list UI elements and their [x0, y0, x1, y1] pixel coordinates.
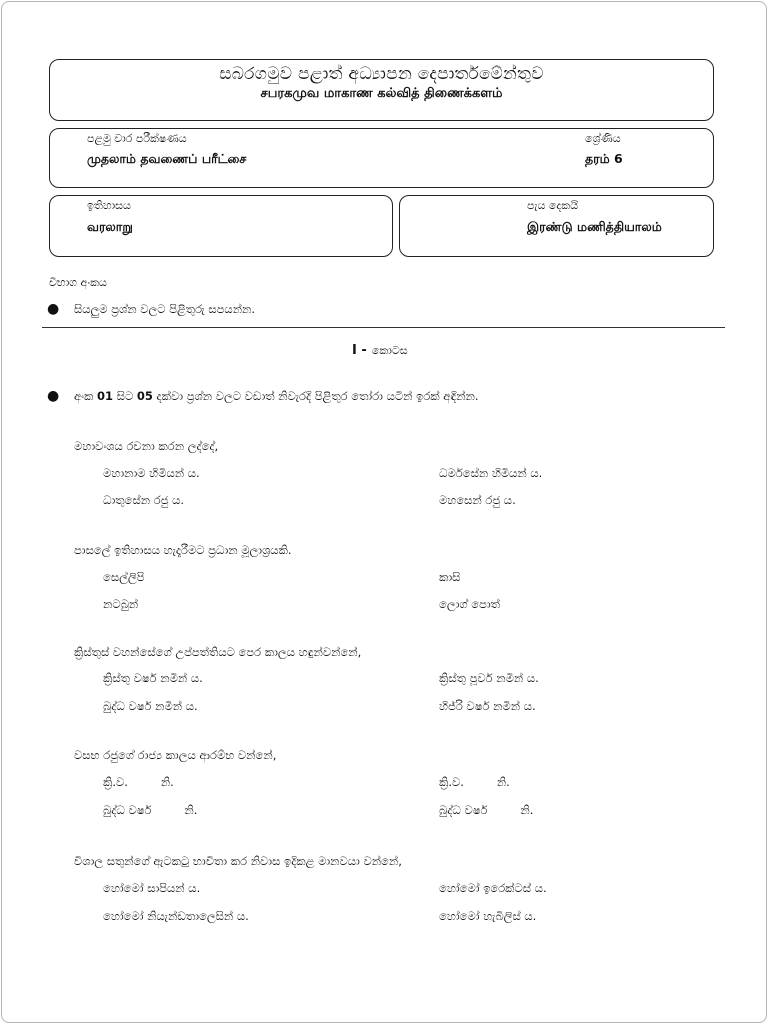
exam-page: [1, 1, 767, 1023]
bullet-icon: ●: [47, 301, 60, 317]
section-divider: [42, 327, 725, 328]
question-4-option-3[interactable]: බුද්ධ වර්ෂ නි.: [103, 803, 198, 817]
question-4-option-4[interactable]: බුද්ධ වර්ෂ නි.: [439, 803, 534, 817]
duration-label-sinhala: පැය දෙකයි: [527, 199, 579, 212]
instruction-suffix: දක්වා ප්‍රශ්න වලට වඩාත් නිවැරදි පිළිතුර තෝරා යටින් ඉරක් අඳින්න.: [156, 389, 479, 403]
question-2-option-1[interactable]: සෙල්ලිපි: [103, 570, 145, 584]
part-label: කොටස: [371, 344, 408, 357]
subject-box: [49, 195, 393, 257]
instruction-to: 05: [136, 389, 153, 403]
duration-box: [399, 195, 714, 257]
question-5-option-2[interactable]: හෝමෝ ඉරෙක්ටස් ය.: [439, 881, 547, 895]
instruction-all-questions: සියලුම ප්‍රශ්න වලට පිළිතුරු සපයන්න.: [74, 302, 256, 316]
question-3-option-4[interactable]: හිජ්රි වර්ෂ නමින් ය.: [439, 699, 536, 713]
exam-label-tamil: முதலாம் தவணைப் பரீட்சை: [87, 151, 247, 166]
question-5-option-4[interactable]: හෝමෝ හැබිලිස් ය.: [439, 909, 537, 923]
department-title-sinhala: සබරගමුව පළාත් අධ්‍යාපන දෙපාර්තමේන්තුව: [219, 64, 544, 84]
part-roman: I -: [352, 343, 367, 358]
bullet-icon: ●: [47, 388, 60, 404]
question-5-option-1[interactable]: හෝමෝ සාපියන් ය.: [103, 881, 201, 895]
question-4-text: වසභ රජුගේ රාජ්‍ය කාලය ආරම්භ වන්නේ,: [74, 748, 277, 762]
question-2-text: පාසලේ ඉතිහාසය හැදෑරීමට ප්‍රධාන මූලාශ්‍රයකි.: [74, 543, 292, 557]
instruction-from: 01: [97, 389, 114, 403]
exam-label-sinhala: පළමු වාර පරීක්ෂණය: [87, 132, 187, 145]
instruction-mcq: [74, 389, 479, 404]
department-title-tamil: சபரகமுவ மாகாண கல்வித் திணைக்களம்: [260, 86, 503, 101]
instruction-prefix: අංක: [74, 389, 94, 403]
question-3-option-3[interactable]: බුද්ධ වර්ෂ නමින් ය.: [103, 699, 198, 713]
question-2-option-3[interactable]: නටබුන්: [103, 597, 139, 611]
question-5-option-3[interactable]: හෝමෝ නියැන්ඩතාලෙසින් ය.: [103, 909, 249, 923]
index-number-label: විභාග අංකය: [49, 276, 107, 289]
part-heading: [352, 339, 408, 358]
header-box: [49, 59, 714, 121]
question-3-option-1[interactable]: ක්‍රිස්තු වර්ෂ නමින් ය.: [103, 671, 203, 685]
question-4-option-1[interactable]: ක්‍රි.ව. නි.: [103, 775, 174, 789]
grade-label-tamil: தரம் 6: [585, 151, 623, 166]
question-5-text: විශාල සතුන්ගේ ඇටකටු භාවිතා කර නිවාස ඉදිකළ මානවයා වන්නේ,: [74, 854, 402, 868]
question-2-option-4[interactable]: ලොග් පොත්: [439, 597, 501, 611]
question-3-option-2[interactable]: ක්‍රිස්තු පූර්ව නමින් ය.: [439, 671, 539, 685]
duration-label-tamil: இரண்டு மணித்தியாலம்: [527, 219, 662, 234]
question-1-option-1[interactable]: මහානාම හිමියන් ය.: [103, 466, 200, 480]
question-4-option-2[interactable]: ක්‍රි.ව. නි.: [439, 775, 510, 789]
grade-label-sinhala: ශ්‍රේණිය: [585, 132, 621, 145]
instruction-mid: සිට: [116, 389, 134, 403]
exam-info-box: [49, 128, 714, 188]
question-3-text: ක්‍රිස්තුස් වහන්සේගේ උප්පත්තියට පෙර කාලය හඳුන්වන්නේ,: [74, 645, 362, 659]
question-1-text: මහාවංශය රචනා කරන ලද්දේ,: [74, 439, 219, 453]
question-1-option-4[interactable]: මහසෙන් රජු ය.: [439, 493, 516, 507]
question-2-option-2[interactable]: කාසි: [439, 570, 461, 584]
subject-label-sinhala: ඉතිහාසය: [87, 199, 131, 212]
subject-label-tamil: வரலாறு: [87, 219, 133, 234]
question-1-option-2[interactable]: ධර්මසේන හිමියන් ය.: [439, 466, 543, 480]
question-1-option-3[interactable]: ධාතුසේන රජු ය.: [103, 493, 185, 507]
